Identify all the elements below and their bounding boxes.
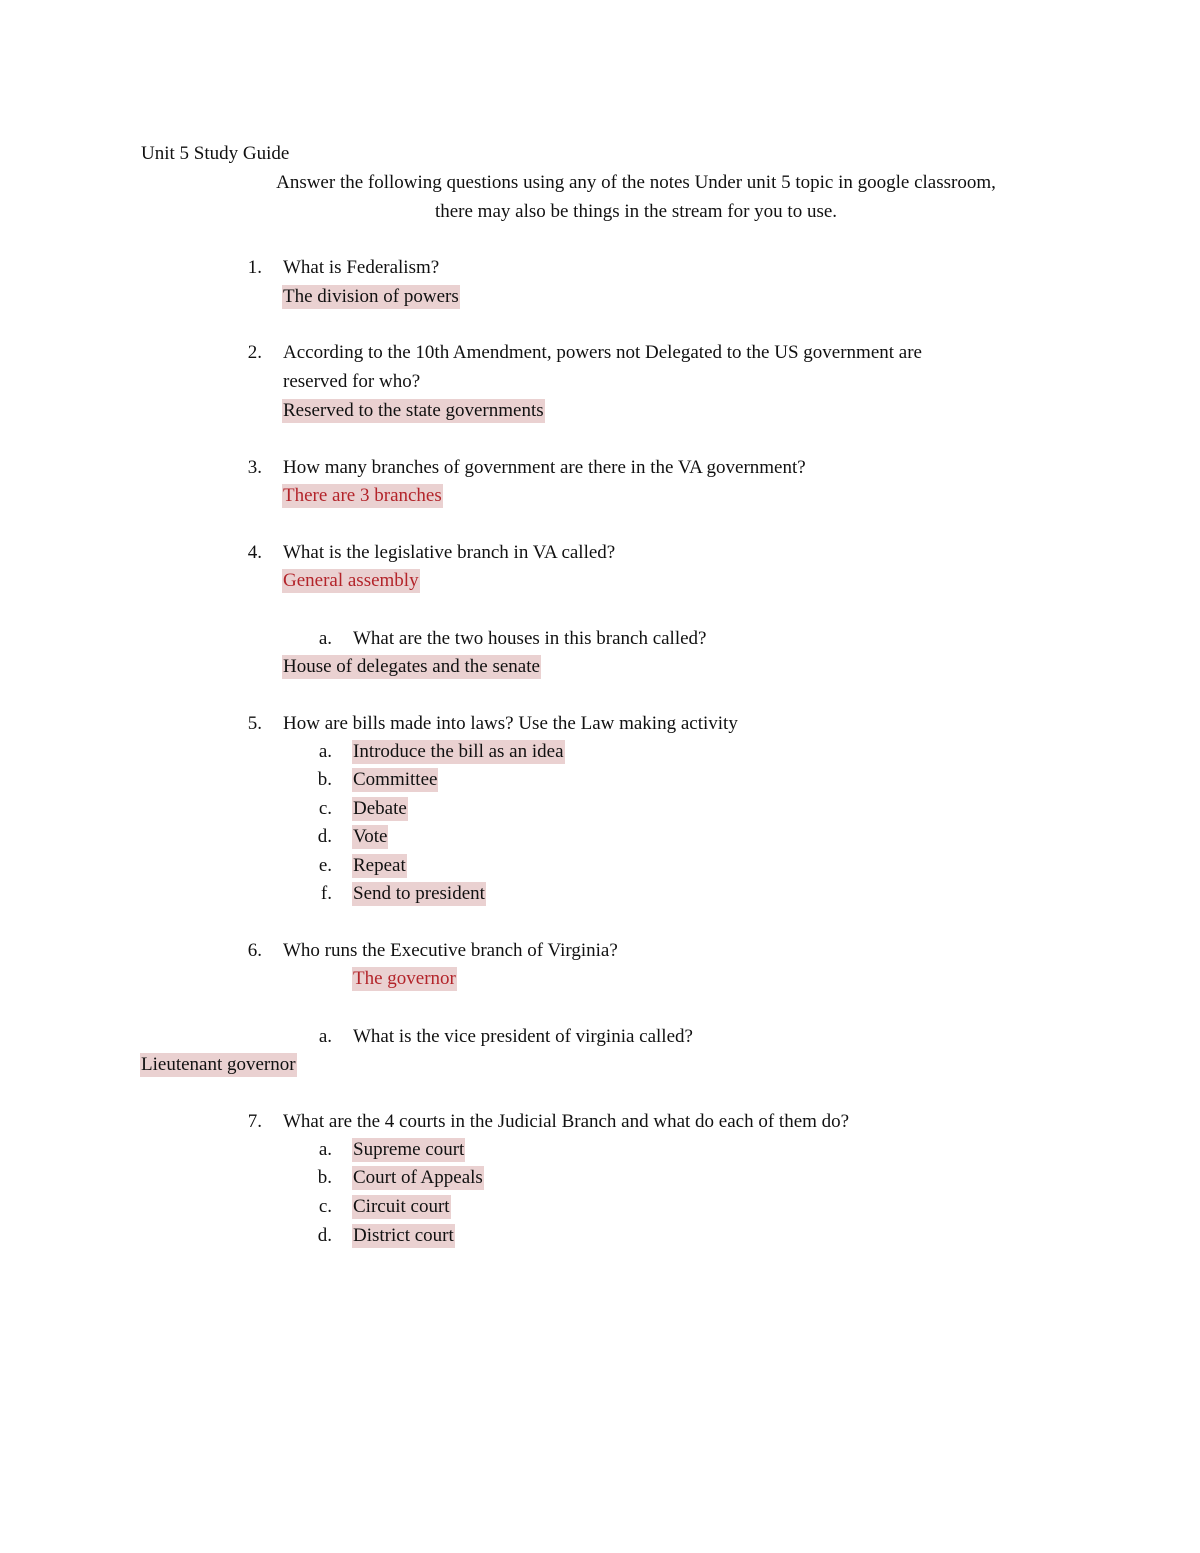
- step-text: Repeat: [353, 855, 406, 876]
- step-text: Send to president: [353, 883, 485, 904]
- question-4-text: What is the legislative branch in VA called?: [283, 542, 616, 563]
- question-2-text-line-2: reserved for who?: [283, 371, 421, 392]
- answer-3: [282, 483, 443, 508]
- answer-6a: [140, 1052, 297, 1077]
- court-text: Circuit court: [353, 1196, 450, 1217]
- answer-1: [282, 284, 460, 309]
- court-text: Supreme court: [353, 1139, 465, 1160]
- question-7-text: What are the 4 courts in the Judicial Branch and what do each of them do?: [283, 1111, 850, 1132]
- answer-6: [352, 966, 457, 991]
- question-6a-marker: a.: [318, 1026, 332, 1047]
- court-item: [352, 1137, 465, 1162]
- question-1-text: What is Federalism?: [283, 257, 440, 278]
- answer-2: [282, 398, 545, 423]
- question-6-number: 6.: [247, 940, 262, 961]
- court-marker: d.: [317, 1225, 332, 1246]
- court-text: District court: [353, 1225, 454, 1246]
- court-text: Court of Appeals: [353, 1167, 483, 1188]
- answer-6-highlight: The governor: [353, 968, 456, 989]
- answer-6a-highlight: Lieutenant governor: [141, 1054, 296, 1075]
- question-5-number: 5.: [247, 713, 262, 734]
- answer-4a: [282, 654, 541, 679]
- answer-4: [282, 568, 420, 593]
- answer-2-highlight: Reserved to the state governments: [283, 400, 544, 421]
- answer-1-highlight: The division of powers: [283, 286, 459, 307]
- question-7-number: 7.: [247, 1111, 262, 1132]
- step-text: Committee: [353, 769, 438, 790]
- step-marker: d.: [317, 826, 332, 847]
- question-3-number: 3.: [247, 457, 262, 478]
- answer-4a-highlight: House of delegates and the senate: [283, 656, 540, 677]
- court-item: [352, 1223, 455, 1248]
- step-text: Debate: [353, 798, 407, 819]
- answer-3-highlight: There are 3 branches: [283, 485, 442, 506]
- question-2-number: 2.: [247, 342, 262, 363]
- question-2-text-line-1: According to the 10th Amendment, powers not Delegated to the US government are: [283, 342, 922, 363]
- court-item: [352, 1194, 451, 1219]
- step-marker: b.: [317, 769, 332, 790]
- court-marker: a.: [318, 1139, 332, 1160]
- intro-line-1: Answer the following questions using any of the notes Under unit 5 topic in google classroom,: [276, 172, 996, 193]
- step-item: [352, 824, 388, 849]
- document-title: Unit 5 Study Guide: [141, 143, 290, 164]
- question-4-number: 4.: [247, 542, 262, 563]
- question-4a-text: What are the two houses in this branch called?: [353, 628, 707, 649]
- court-marker: c.: [318, 1196, 332, 1217]
- step-item: [352, 767, 438, 792]
- question-6a-text: What is the vice president of virginia called?: [353, 1026, 693, 1047]
- step-marker: e.: [318, 855, 332, 876]
- step-text: Introduce the bill as an idea: [353, 741, 564, 762]
- step-item: [352, 881, 486, 906]
- step-marker: c.: [318, 798, 332, 819]
- question-3-text: How many branches of government are there in the VA government?: [283, 457, 806, 478]
- step-item: [352, 739, 565, 764]
- step-text: Vote: [353, 826, 388, 847]
- court-item: [352, 1165, 484, 1190]
- step-marker: f.: [320, 883, 332, 904]
- intro-line-2: there may also be things in the stream for you to use.: [434, 201, 838, 222]
- question-4a-marker: a.: [318, 628, 332, 649]
- question-5-text: How are bills made into laws? Use the Law making activity: [283, 713, 738, 734]
- step-item: [352, 853, 407, 878]
- step-marker: a.: [318, 741, 332, 762]
- court-marker: b.: [317, 1167, 332, 1188]
- question-6-text: Who runs the Executive branch of Virginia?: [283, 940, 618, 961]
- step-item: [352, 796, 408, 821]
- question-1-number: 1.: [247, 257, 262, 278]
- answer-4-highlight: General assembly: [283, 570, 419, 591]
